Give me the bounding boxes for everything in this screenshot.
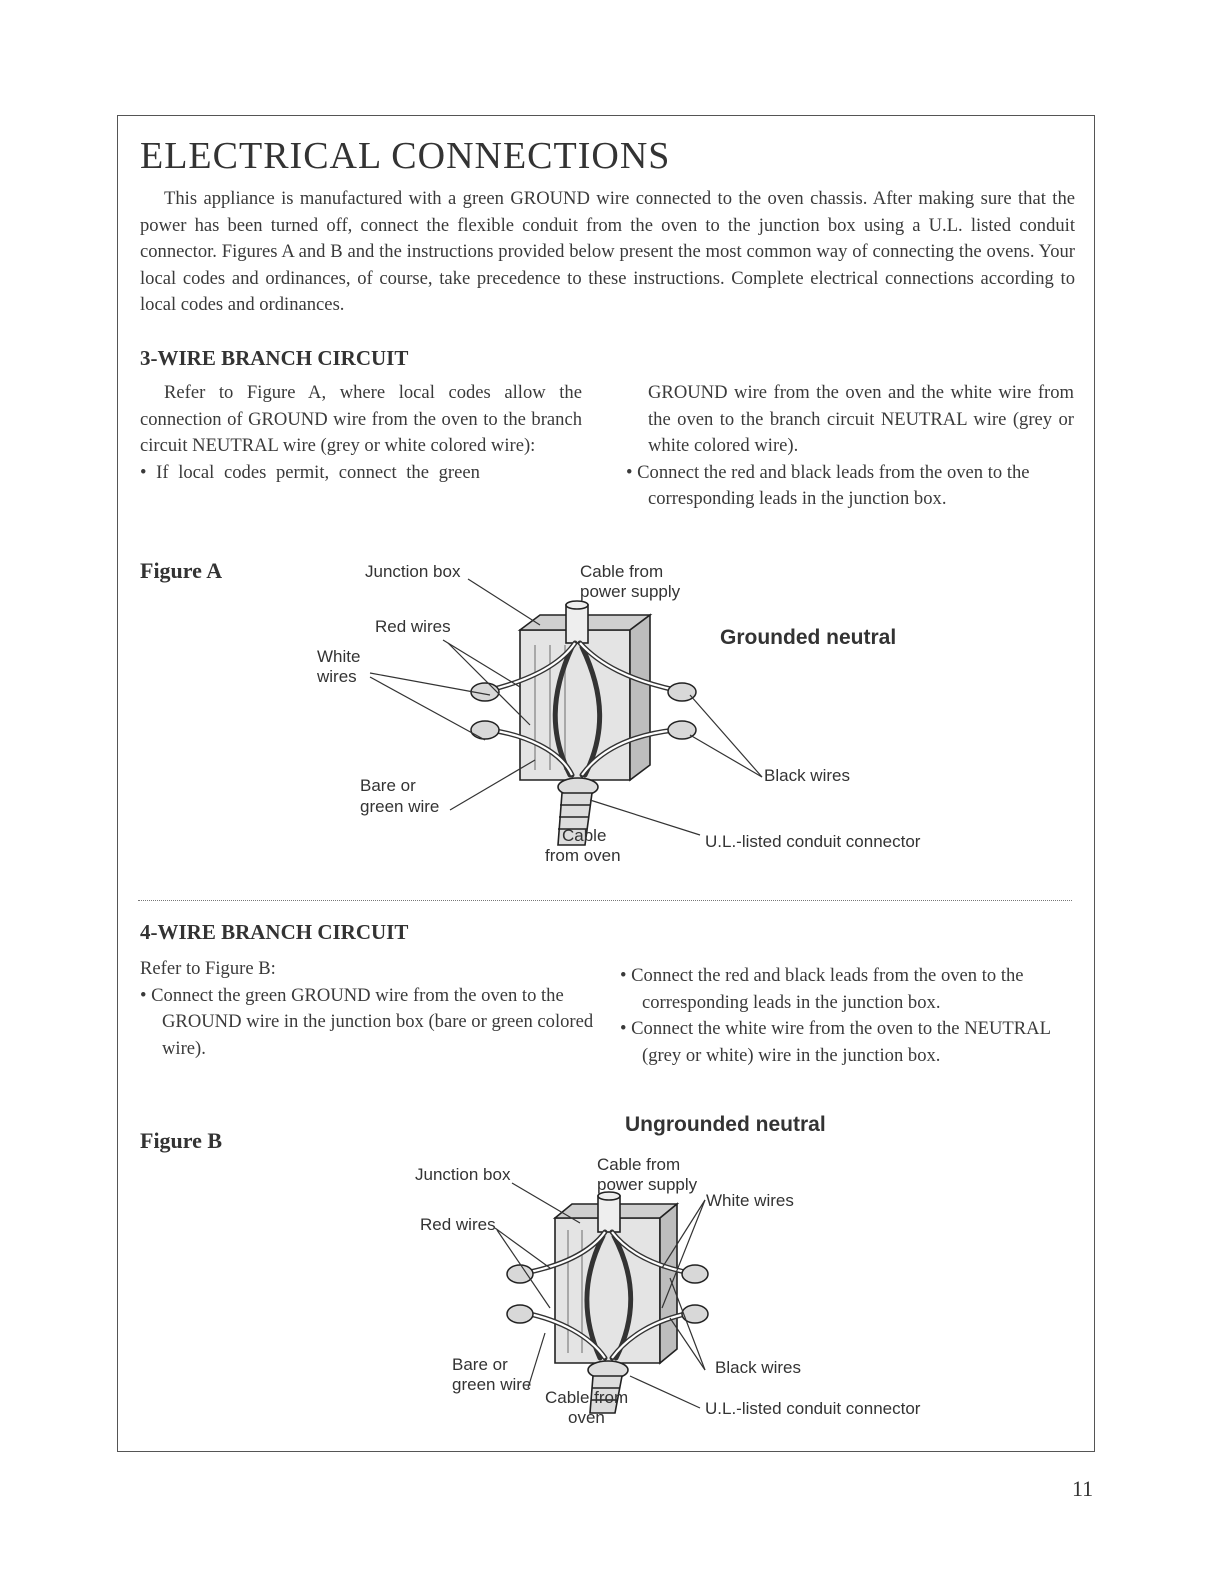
three-wire-right-column [626, 380, 1074, 513]
fig-a-white-label: White [317, 647, 361, 666]
fig-b-power-supply-label: power supply [597, 1175, 698, 1194]
three-wire-left-paragraph: Refer to Figure A, where local codes allow the connection of GROUND wire from the oven to the branch circuit NEUTRAL wire (grey or white colored wire): [140, 382, 582, 456]
figure-b-diagram [400, 1108, 940, 1438]
figure-a-label: Figure A [140, 558, 223, 583]
four-wire-left-bullet: • Connect the green GROUND wire from the oven to the GROUND wire in the junction box (bare or green colored wire). [140, 984, 594, 1059]
fig-a-bare-label: Bare or [360, 776, 416, 795]
fig-b-cable-from-oven-label: Cable from [545, 1388, 629, 1407]
three-wire-right-bullet: • Connect the red and black leads from the oven to the corresponding leads in the junction box. [626, 461, 1030, 509]
three-wire-left-bullet: • If local codes permit, connect the green [140, 461, 480, 483]
three-wire-left-column [140, 380, 582, 486]
fig-a-junction-box-label: Junction box [365, 562, 461, 581]
fig-b-green-wire-label: green wire [452, 1375, 532, 1394]
fig-b-red-wires-label: Red wires [420, 1215, 496, 1234]
fig-a-red-wires-label: Red wires [375, 617, 451, 636]
three-wire-right-paragraph: GROUND wire from the oven and the white wire from the oven to the branch circuit NEUTRAL wire (grey or white colored wire). [648, 382, 1074, 456]
fig-b-black-wires-label: Black wires [715, 1358, 801, 1377]
fig-a-power-supply-label: power supply [580, 582, 681, 601]
fig-a-from-oven-label: from oven [545, 846, 621, 865]
four-wire-right-column [620, 963, 1072, 1069]
fig-a-green-wire-label: green wire [360, 797, 440, 816]
four-wire-right-bullet-2: • Connect the white wire from the oven to the NEUTRAL (grey or white) wire in the junction box. [620, 1018, 1051, 1066]
fig-b-bare-label: Bare or [452, 1355, 508, 1374]
figure-b-label: Figure B [140, 1128, 223, 1153]
four-wire-heading: 4-WIRE BRANCH CIRCUIT [140, 920, 409, 944]
fig-a-black-wires-label: Black wires [764, 766, 850, 785]
figure-a-caption: Grounded neutral [720, 626, 897, 649]
four-wire-left-column [140, 956, 595, 1062]
intro-paragraph: This appliance is manufactured with a green GROUND wire connected to the oven chassis. After making sure that the power has been turned off, connect the flexible conduit from the oven to the junction box using a U.L. listed conduit connector. Figures A and B and the instructions provided below present the most common way of connecting the ovens. Your local codes and ordinances, of course, take precedence to these instructions. Complete electrical connections according to local codes and ordinances. [140, 188, 1075, 315]
power-cable-icon [566, 601, 588, 643]
section-divider [138, 900, 1072, 901]
fig-b-cable-from-label: Cable from [597, 1155, 681, 1174]
fig-a-cable-label: Cable [562, 826, 607, 845]
fig-a-wires-label: wires [317, 667, 357, 686]
figure-a-diagram [300, 555, 940, 875]
fig-a-cable-from-label: Cable from [580, 562, 664, 581]
fig-b-oven-label: oven [568, 1408, 605, 1427]
fig-a-connector-label: U.L.-listed conduit connector [705, 832, 921, 851]
page-title: ELECTRICAL CONNECTIONS [140, 135, 671, 177]
fig-b-white-wires-label: White wires [706, 1191, 794, 1210]
figure-b-caption: Ungrounded neutral [625, 1113, 826, 1136]
fig-b-junction-box-label: Junction box [415, 1165, 511, 1184]
four-wire-left-intro: Refer to Figure B: [140, 958, 276, 979]
page-number: 11 [1072, 1476, 1094, 1501]
fig-b-connector-label: U.L.-listed conduit connector [705, 1399, 921, 1418]
power-cable-icon [598, 1192, 620, 1232]
three-wire-heading: 3-WIRE BRANCH CIRCUIT [140, 346, 409, 370]
four-wire-right-bullet-1: • Connect the red and black leads from the oven to the corresponding leads in the junction box. [620, 965, 1024, 1013]
